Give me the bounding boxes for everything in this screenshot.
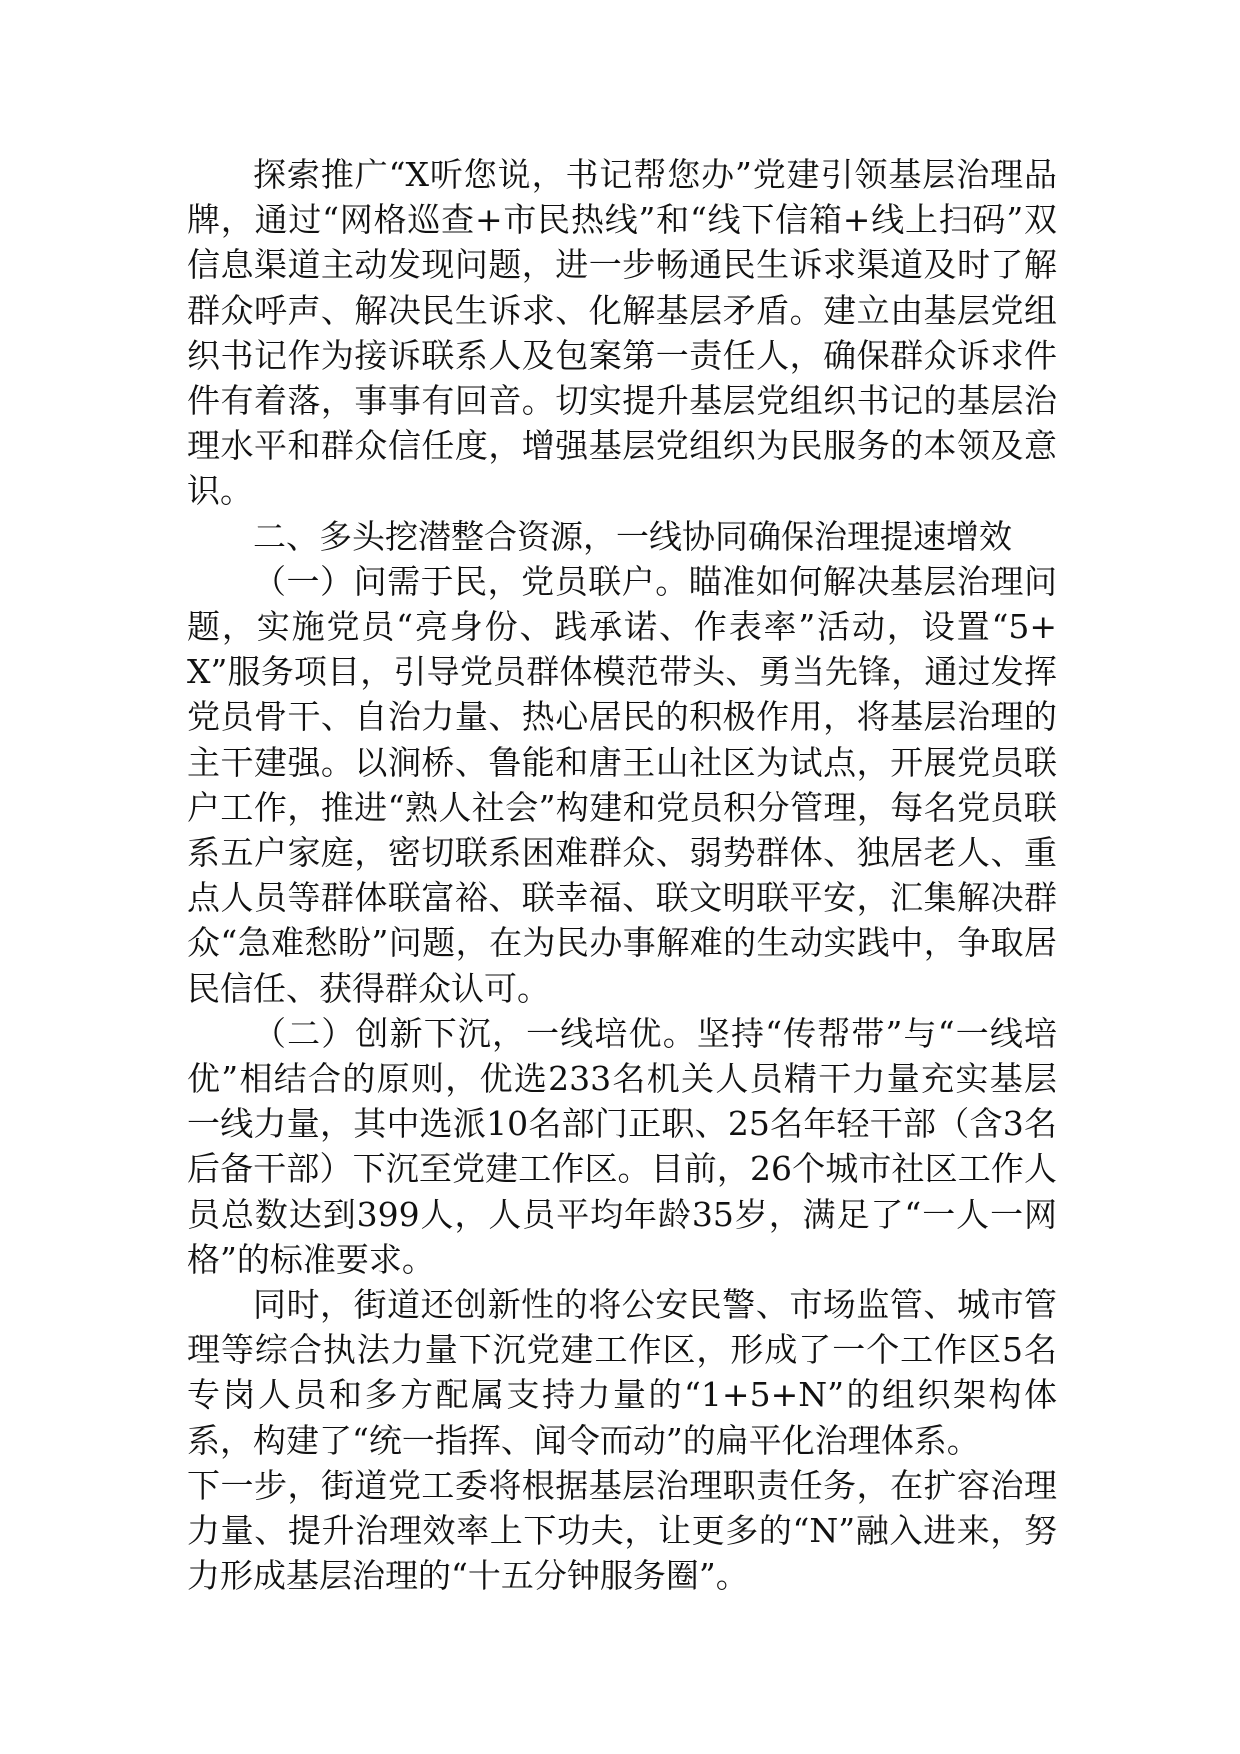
paragraph-next-steps: 下一步，街道党工委将根据基层治理职责任务，在扩容治理力量、提升治理效率上下功夫，让更多的“N”融入进来，努力形成基层治理的“十五分钟服务圈”。 [187,1465,1057,1596]
paragraph-law-enforcement-sinking: 同时，街道还创新性的将公安民警、市场监管、城市管理等综合执法力量下沉党建工作区，形成了一个工作区5名专岗人员和多方配属支持力量的“1+5+N”的组织架构体系，构建了“统一指挥、闻令而动”的扁平化治理体系。 [187,1285,1057,1460]
paragraph-party-member-households: （一）问需于民，党员联户。瞄准如何解决基层治理问题，实施党员“亮身份、践承诺、作表率”活动，设置“5+X”服务项目，引导党员群体模范带头、勇当先锋，通过发挥党员骨干、自治力量、热心居民的积极作用，将基层治理的主干建强。以涧桥、鲁能和唐王山社区为试点，开展党员联户工作，推进“熟人社会”构建和党员积分管理，每名党员联系五户家庭，密切联系困难群众、弱势群体、独居老人、重点人员等群体联富裕、联幸福、联文明联平安，汇集解决群众“急难愁盼”问题，在为民办事解难的生动实践中，争取居民信任、获得群众认可。 [187,561,1057,1008]
paragraph-party-building-brand: 探索推广“X听您说，书记帮您办”党建引领基层治理品牌，通过“网格巡查+市民热线”和“线下信箱+线上扫码”双信息渠道主动发现问题，进一步畅通民生诉求渠道及时了解群众呼声、解决民生诉求、化解基层矛盾。建立由基层党组织书记作为接诉联系人及包案第一责任人，确保群众诉求件件有着落，事事有回音。切实提升基层党组织书记的基层治理水平和群众信任度，增强基层党组织为民服务的本领及意识。 [187,155,1057,511]
document-page [187,152,1057,1599]
paragraph-frontline-cultivation: （二）创新下沉，一线培优。坚持“传帮带”与“一线培优”相结合的原则，优选233名机关人员精干力量充实基层一线力量，其中选派10名部门正职、25名年轻干部（含3名后备干部）下沉至党建工作区。目前，26个城市社区工作人员总数达到399人，人员平均年龄35岁，满足了“一人一网格”的标准要求。 [187,1013,1057,1279]
section-heading-two: 二、多头挖潜整合资源，一线协同确保治理提速增效 [253,516,1012,556]
